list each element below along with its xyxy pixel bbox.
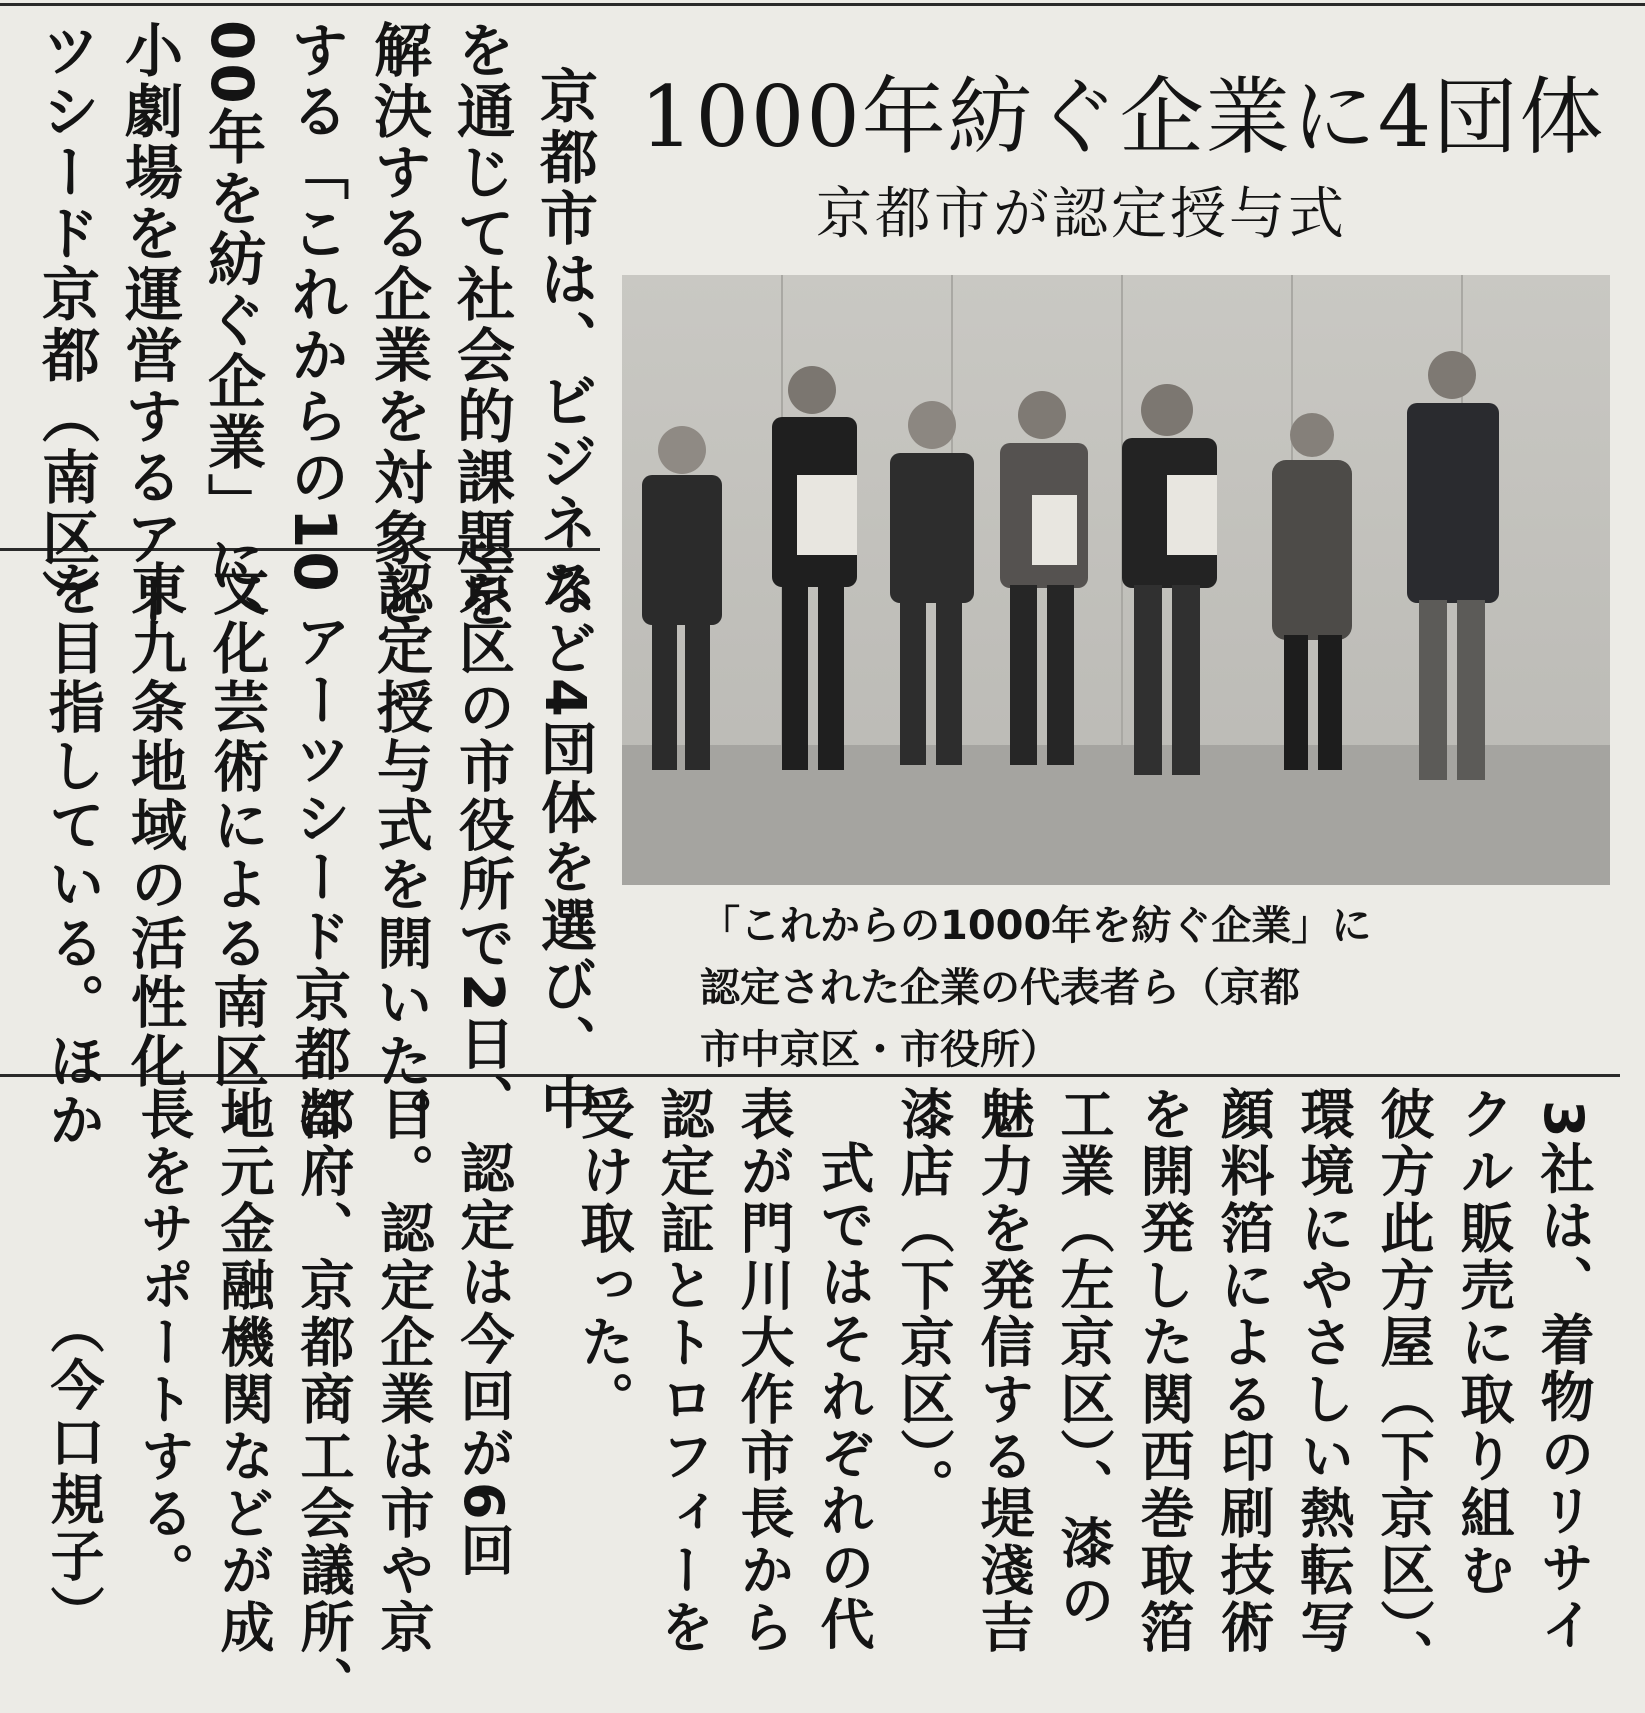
article-column: アーツシード京都は	[286, 612, 351, 1143]
article-column: 地元金融機関などが成	[212, 1086, 275, 1656]
article-column: 式ではそれぞれの代	[812, 1140, 875, 1653]
article-column: 認定は今回が6回	[452, 1140, 515, 1580]
article-column: 小劇場を運営するアー	[115, 20, 183, 630]
group-photo	[622, 275, 1610, 885]
article-column: を開発した関西巻取箔	[1132, 1086, 1195, 1656]
article-column: 工業（左京区）、漆の	[1052, 1086, 1115, 1629]
article-column: 受け取った。	[572, 1086, 635, 1428]
article-column: 解決する企業を対象と	[364, 20, 432, 630]
article-column: ツシード京都（南区）	[32, 20, 100, 630]
byline: （今口規子）	[42, 1300, 105, 1642]
article-column: 表が門川大作市長から	[732, 1086, 795, 1656]
article-column: 認定証とトロフィーを	[652, 1086, 715, 1656]
article-column: 京区の市役所で2日、	[450, 560, 515, 1133]
article-column: 東九条地域の活性化	[122, 560, 187, 1091]
article-column: 環境にやさしい熱転写	[1292, 1086, 1355, 1656]
article-column: 彼方此方屋（下京区）、	[1372, 1086, 1435, 1686]
photo-caption	[700, 895, 1620, 1081]
article-column: 長をサポートする。	[132, 1086, 195, 1599]
subheadline: 京都市が認定授与式	[816, 182, 1347, 247]
article-column: 認定授与式を開いた。	[368, 560, 433, 1150]
caption-line: 「これからの1000年を紡ぐ企業」に	[700, 903, 1372, 949]
article-column: を目指している。ほか	[40, 560, 105, 1150]
article-column: 00年を紡ぐ企業」に、	[198, 20, 266, 656]
headline: 1000年紡ぐ企業に4団体	[640, 68, 1606, 166]
article-column: 3社は、着物のリサイ	[1532, 1100, 1595, 1654]
caption-line: 認定された企業の代表者ら（京都	[700, 965, 1300, 1011]
article-column: 都府、京都商工会議所、	[292, 1086, 355, 1713]
article-column: 文化芸術による南区・	[204, 560, 269, 1150]
article-column: 目。認定企業は市や京	[372, 1086, 435, 1656]
caption-line: 市中京区・市役所）	[700, 1027, 1060, 1073]
article-column: 魅力を発信する堤淺吉	[972, 1086, 1035, 1656]
section-rule-top	[0, 3, 1645, 6]
article-column: 京都市は、ビジネス	[530, 66, 598, 615]
article-column: する「これからの10	[281, 20, 349, 595]
article-column: を通じて社会的課題を	[447, 20, 515, 630]
article-column: 漆店（下京区）。	[892, 1086, 955, 1515]
article-column: など4団体を選び、中	[532, 560, 597, 1133]
article-column: 顔料箔による印刷技術	[1212, 1086, 1275, 1656]
article-column: クル販売に取り組む	[1452, 1086, 1515, 1599]
